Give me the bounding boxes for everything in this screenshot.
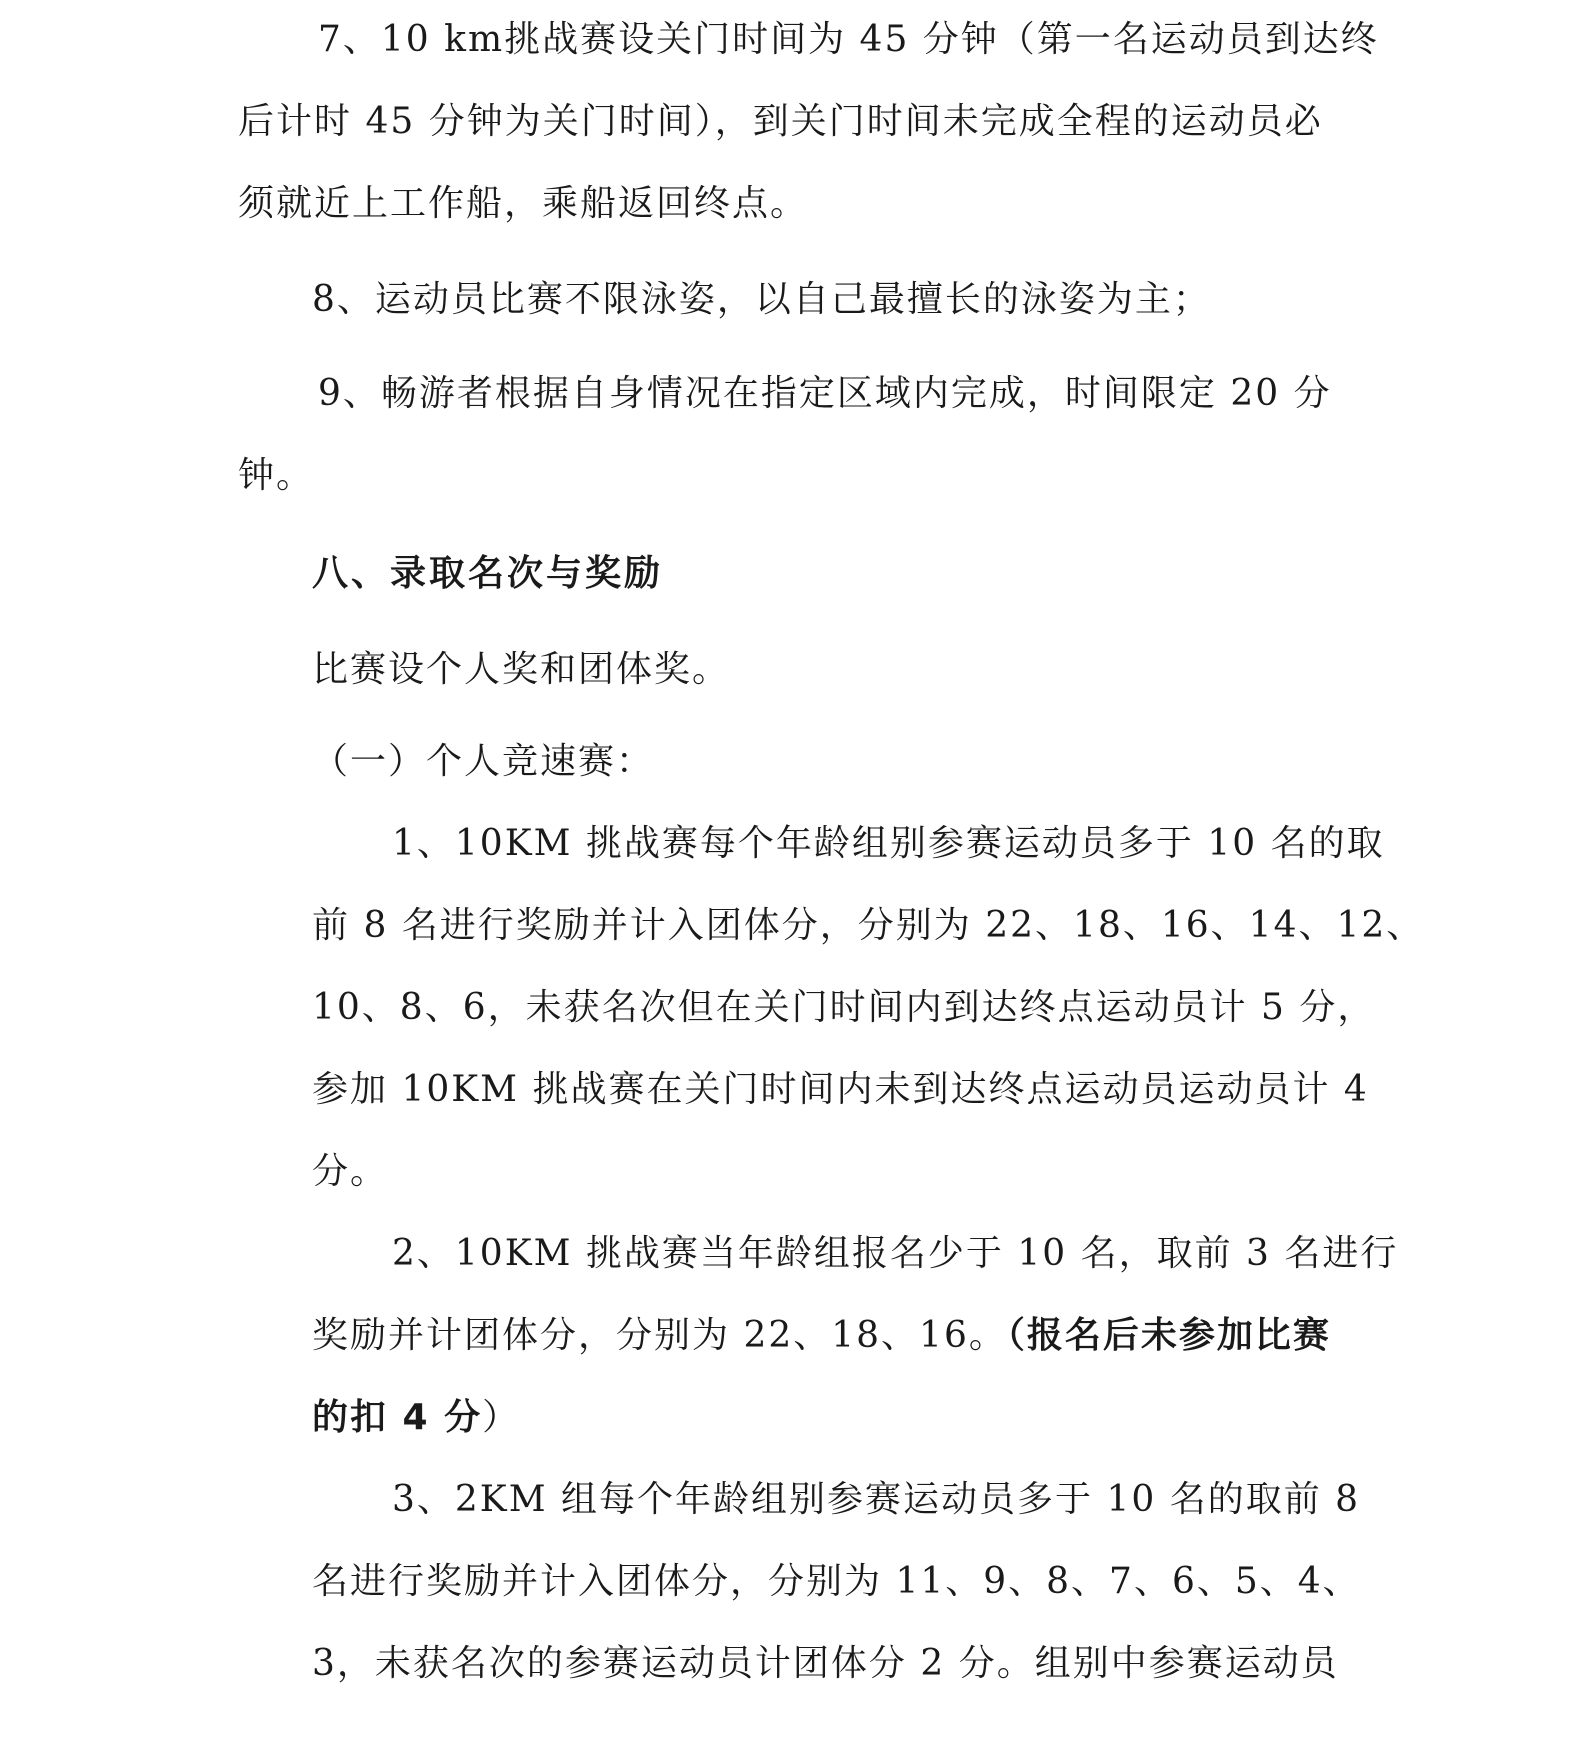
item2-note-open: （报名后未参加比赛 — [1006, 1315, 1331, 1356]
item2-line2 — [312, 1314, 1331, 1358]
item2-line3 — [312, 1396, 520, 1440]
item2-line2-text: 奖励并计团体分，分别为 22、18、16。 — [312, 1315, 1007, 1356]
para7-line2: 后计时 45 分钟为关门时间），到关门时间未完成全程的运动员必 — [238, 101, 1323, 142]
para8-line1: 8、运动员比赛不限泳姿，以自己最擅长的泳姿为主； — [312, 279, 1211, 320]
section-heading: 八、录取名次与奖励 — [312, 553, 664, 594]
para7-line3: 须就近上工作船，乘船返回终点。 — [238, 183, 809, 224]
subsection-heading: （一）个人竞速赛： — [312, 741, 655, 782]
item1-line3: 10、8、6，未获名次但在关门时间内到达终点运动员计 5 分， — [312, 987, 1376, 1028]
item1-line1: 1、10KM 挑战赛每个年龄组别参赛运动员多于 10 名的取 — [392, 823, 1385, 864]
item1-line2: 前 8 名进行奖励并计入团体分，分别为 22、18、16、14、12、 — [312, 905, 1425, 946]
para9-line2: 钟。 — [238, 455, 315, 496]
item2-note-text: 的扣 4 分 — [312, 1397, 483, 1438]
item2-line1: 2、10KM 挑战赛当年龄组报名少于 10 名，取前 3 名进行 — [392, 1233, 1399, 1274]
item1-line4: 参加 10KM 挑战赛在关门时间内未到达终点运动员运动员计 4 — [312, 1069, 1369, 1110]
section-intro: 比赛设个人奖和团体奖。 — [312, 649, 731, 690]
item3-line1: 3、2KM 组每个年龄组别参赛运动员多于 10 名的取前 8 — [392, 1479, 1361, 1520]
item1-line5: 分。 — [312, 1151, 389, 1192]
item3-line3: 3，未获名次的参赛运动员计团体分 2 分。组别中参赛运动员 — [312, 1643, 1339, 1684]
para7-line1: 7、10 km挑战赛设关门时间为 45 分钟（第一名运动员到达终 — [318, 19, 1379, 60]
para9-line1: 9、畅游者根据自身情况在指定区域内完成，时间限定 20 分 — [318, 373, 1332, 414]
item2-note-close: ） — [482, 1397, 521, 1438]
item3-line2: 名进行奖励并计入团体分，分别为 11、9、8、7、6、5、4、 — [312, 1561, 1361, 1602]
